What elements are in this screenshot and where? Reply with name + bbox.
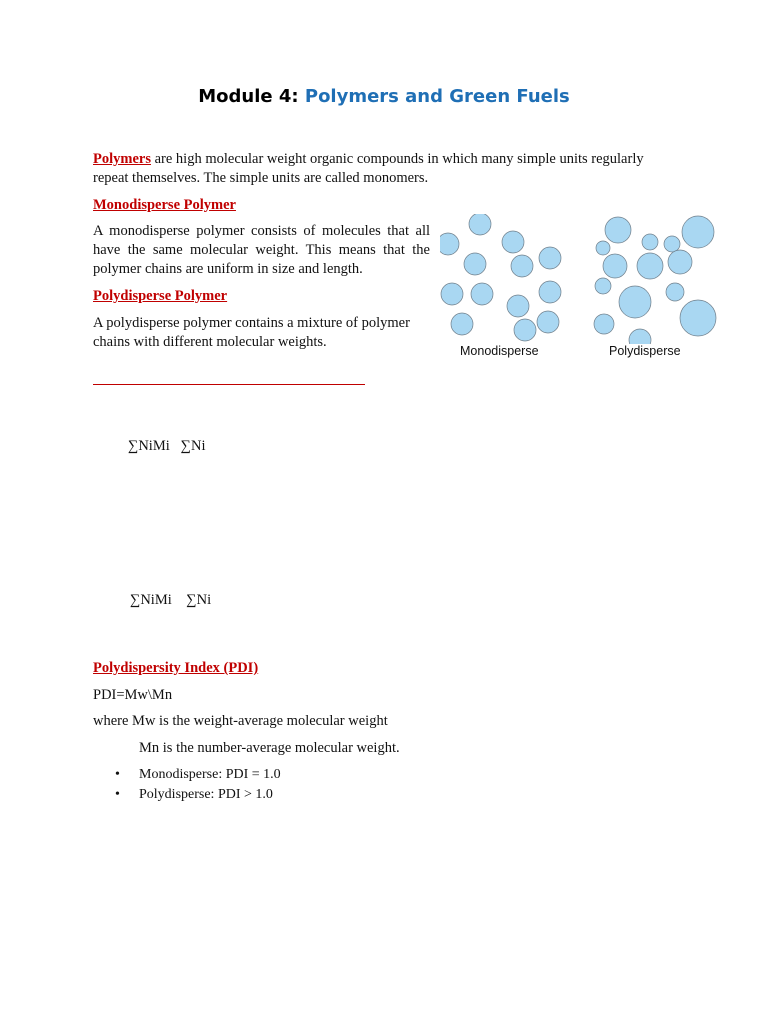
monodisperse-circle bbox=[507, 295, 529, 317]
monodisperse-circle bbox=[464, 253, 486, 275]
monodisperse-circle bbox=[539, 281, 561, 303]
title-prefix: Module 4: bbox=[198, 86, 305, 107]
polymers-term: Polymers bbox=[93, 151, 151, 167]
monodisperse-circle bbox=[471, 283, 493, 305]
caption-polydisperse: Polydisperse bbox=[609, 344, 681, 358]
monodisperse-circle bbox=[514, 319, 536, 341]
monodisperse-circle bbox=[440, 233, 459, 255]
polydisperse-circle bbox=[637, 253, 663, 279]
monodisperse-circle bbox=[469, 214, 491, 235]
red-divider-line bbox=[93, 384, 365, 385]
mono-heading: Monodisperse Polymer bbox=[93, 197, 236, 213]
formula-bottom: ∑NiMi ∑Ni bbox=[130, 592, 212, 608]
polydisperse-circle bbox=[668, 250, 692, 274]
polydisperse-circle bbox=[619, 286, 651, 318]
pdi-bullet-list bbox=[93, 765, 281, 805]
pdi-mn-line: Mn is the number-average molecular weight. bbox=[139, 740, 400, 756]
pdi-where-line: where Mw is the weight-average molecular weight bbox=[93, 713, 388, 729]
monodisperse-circle bbox=[537, 311, 559, 333]
poly-heading: Polydisperse Polymer bbox=[93, 288, 228, 304]
monodisperse-circle bbox=[451, 313, 473, 335]
poly-paragraph: A polydisperse polymer contains a mixture of polymer chains with different molecular weights. bbox=[93, 315, 410, 350]
dispersity-illustration bbox=[440, 214, 720, 344]
monodisperse-circle bbox=[539, 247, 561, 269]
intro-line-2: repeat themselves. The simple units are called monomers. bbox=[93, 170, 429, 186]
polydisperse-circle bbox=[666, 283, 684, 301]
polydisperse-circle bbox=[642, 234, 658, 250]
mono-paragraph: A monodisperse polymer consists of molecules that all have the same molecular weight. This means that the polymer chains are uniform in size and length. bbox=[93, 223, 430, 277]
title-accent: Polymers and Green Fuels bbox=[304, 86, 570, 107]
polydisperse-circle bbox=[594, 314, 614, 334]
polydisperse-circle bbox=[595, 278, 611, 294]
polydisperse-circle bbox=[664, 236, 680, 252]
polydisperse-circle bbox=[680, 300, 716, 336]
polydisperse-circle bbox=[603, 254, 627, 278]
monodisperse-circle bbox=[441, 283, 463, 305]
dispersity-figure bbox=[440, 214, 720, 364]
intro-line-1: are high molecular weight organic compounds in which many simple units regularly bbox=[150, 151, 644, 167]
polydisperse-circle bbox=[605, 217, 631, 243]
pdi-heading: Polydispersity Index (PDI) bbox=[93, 660, 259, 676]
caption-monodisperse: Monodisperse bbox=[460, 344, 539, 358]
formula-top: ∑NiMi ∑Ni bbox=[128, 438, 206, 454]
bullet-polydisperse: • Polydisperse: PDI > 1.0 bbox=[93, 785, 281, 805]
monodisperse-circle bbox=[511, 255, 533, 277]
pdi-formula: PDI=Mw\Mn bbox=[93, 687, 173, 703]
bullet-monodisperse: • Monodisperse: PDI = 1.0 bbox=[93, 765, 281, 785]
polydisperse-circle bbox=[682, 216, 714, 248]
polydisperse-circle bbox=[596, 241, 610, 255]
page-title bbox=[0, 86, 768, 107]
monodisperse-circle bbox=[502, 231, 524, 253]
intro-paragraph bbox=[93, 150, 693, 188]
